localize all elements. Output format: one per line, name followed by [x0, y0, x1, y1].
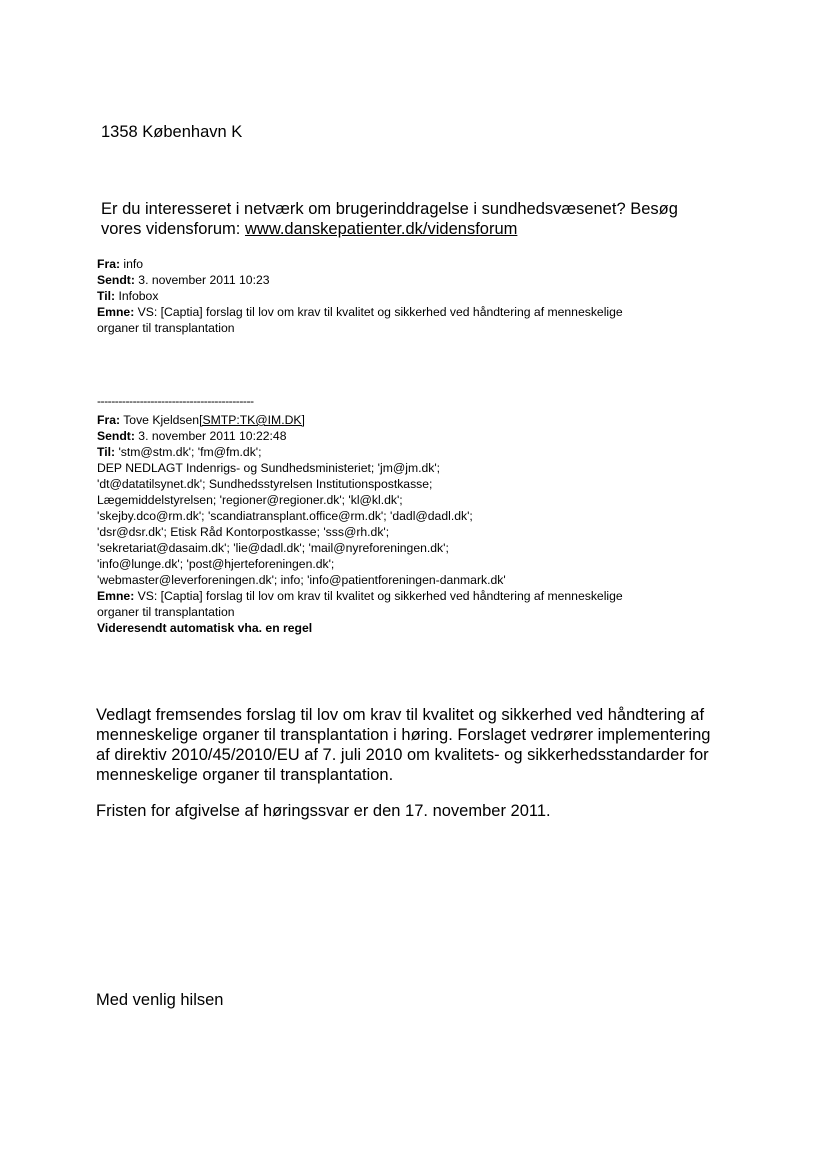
from-value: Tove Kjeldsen [120, 413, 200, 427]
intro-line-2 [101, 219, 678, 239]
header2-to [97, 444, 623, 460]
recipient-line: 'dsr@dsr.dk'; Etisk Råd Kontorpostkasse; 'sss@rh.dk'; [97, 525, 390, 539]
smtp-link[interactable]: [SMTP:TK@IM.DK] [199, 413, 305, 427]
recipient-line: 'dt@datatilsynet.dk'; Sundhedsstyrelsen Institutionspostkasse; [97, 477, 433, 491]
header2-subject-cont: organer til transplantation [97, 605, 235, 619]
address-line: 1358 København K [101, 123, 243, 141]
header1-sent [97, 272, 623, 288]
body-paragraph-2: Fristen for afgivelse af høringssvar er den 17. november 2011. [96, 802, 551, 820]
recipient-line: Lægemiddelstyrelsen; 'regioner@regioner.dk'; 'kl@kl.dk'; [97, 493, 403, 507]
recipient-line: 'webmaster@leverforeningen.dk'; info; 'info@patientforeningen-danmark.dk' [97, 573, 506, 587]
body-line: menneskelige organer til transplantation i høring. Forslaget vedrører implementering [96, 726, 711, 744]
to-label: Til: [97, 289, 116, 303]
recipient-line: 'sekretariat@dasaim.dk'; 'lie@dadl.dk'; 'mail@nyreforeningen.dk'; [97, 541, 449, 555]
subject-value: VS: [Captia] forslag til lov om krav til kvalitet og sikkerhed ved håndtering af menneskelige [134, 305, 623, 319]
from-value: info [120, 257, 144, 271]
recipient-line: 'info@lunge.dk'; 'post@hjerteforeningen.dk'; [97, 557, 335, 571]
header1-subject-cont: organer til transplantation [97, 321, 235, 335]
email-header-2 [97, 412, 623, 636]
intro-prefix: vores vidensforum: [101, 220, 245, 238]
header2-sent [97, 428, 623, 444]
from-label: Fra: [97, 257, 121, 271]
forwarded-note: Videresendt automatisk vha. en regel [97, 621, 313, 635]
vidensforum-link[interactable]: www.danskepatienter.dk/vidensforum [244, 220, 518, 238]
body-line: Vedlagt fremsendes forslag til lov om krav til kvalitet og sikkerhed ved håndtering af [96, 706, 705, 724]
body-line: af direktiv 2010/45/2010/EU af 7. juli 2010 om kvalitets- og sikkerhedsstandarder for [96, 746, 709, 764]
email-header-1 [97, 256, 623, 336]
closing-greeting: Med venlig hilsen [96, 991, 224, 1009]
header1-subject [97, 304, 623, 320]
to-value: 'stm@stm.dk'; 'fm@fm.dk'; [115, 445, 262, 459]
recipient-line: DEP NEDLAGT Indenrigs- og Sundhedsministeriet; 'jm@jm.dk'; [97, 461, 441, 475]
body-paragraph-1 [96, 705, 710, 785]
header1-from [97, 256, 623, 272]
separator-line: -------------------------------------------- [97, 394, 254, 408]
sent-value: 3. november 2011 10:23 [134, 273, 270, 287]
recipient-line: 'skejby.dco@rm.dk'; 'scandiatransplant.office@rm.dk'; 'dadl@dadl.dk'; [97, 509, 473, 523]
sent-label: Sendt: [97, 429, 135, 443]
header2-from [97, 412, 623, 428]
sent-value: 3. november 2011 10:22:48 [134, 429, 287, 443]
to-label: Til: [97, 445, 116, 459]
sent-label: Sendt: [97, 273, 135, 287]
header1-to [97, 288, 623, 304]
intro-line-1: Er du interesseret i netværk om brugerinddragelse i sundhedsvæsenet? Besøg [101, 200, 678, 218]
intro-text [101, 199, 678, 239]
header2-subject [97, 588, 623, 604]
subject-label: Emne: [97, 589, 135, 603]
to-value: Infobox [115, 289, 159, 303]
subject-label: Emne: [97, 305, 135, 319]
from-label: Fra: [97, 413, 121, 427]
body-line: menneskelige organer til transplantation. [96, 766, 394, 784]
subject-value: VS: [Captia] forslag til lov om krav til kvalitet og sikkerhed ved håndtering af menneskelige [134, 589, 623, 603]
